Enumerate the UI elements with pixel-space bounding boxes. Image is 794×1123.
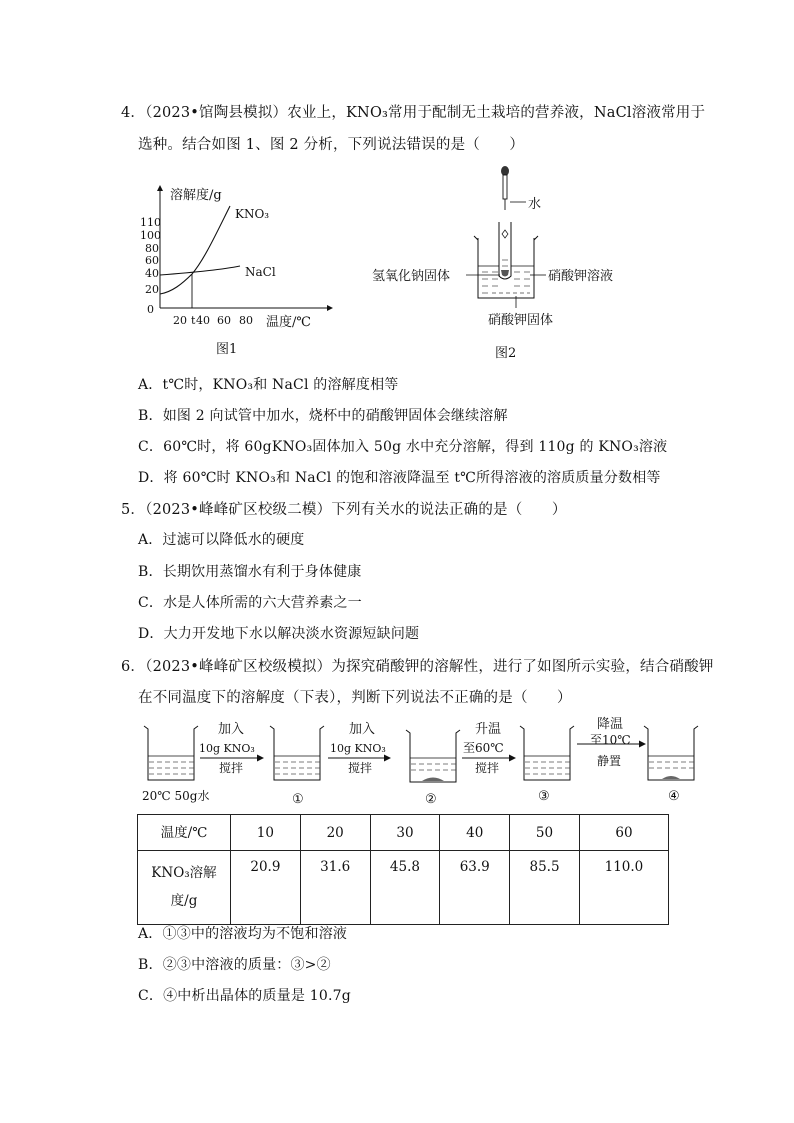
beaker-4 <box>644 726 698 780</box>
solubility-cell: 63.9 <box>440 851 510 925</box>
arrow2-top-label: 加入 <box>349 722 376 737</box>
nacl-series-label: NaCl <box>245 265 276 279</box>
ytick-20: 20 <box>145 283 159 296</box>
q5-option-a[interactable]: A．过滤可以降低水的硬度 <box>138 532 305 548</box>
fig1-xlabel: 温度/℃ <box>266 315 311 330</box>
solubility-header-part2: 度/g <box>170 893 198 909</box>
solubility-cell: 45.8 <box>370 851 440 925</box>
beaker-test-tube-figure <box>368 162 636 364</box>
arrow4-bottom-label: 静置 <box>597 754 622 768</box>
solubility-cell: 85.5 <box>510 851 580 925</box>
ytick-60: 60 <box>145 254 159 267</box>
arrow2-bottom-label: 搅拌 <box>348 761 373 775</box>
temp-cell: 40 <box>440 815 510 851</box>
solubility-curve-figure <box>140 178 340 358</box>
arrow1-mid-label: 10g KNO₃ <box>199 742 255 755</box>
table-row-temperature <box>138 815 669 851</box>
q6-stem-line1: 6．（2023•峰峰矿区校级模拟）为探究硝酸钾的溶解性，进行了如图所示实验，结合硝酸钾 <box>121 659 714 675</box>
table-row-solubility <box>138 851 669 925</box>
start-condition-label: 20℃ 50g水 <box>142 789 210 803</box>
dropper-tube <box>503 175 507 199</box>
temp-cell: 60 <box>579 815 668 851</box>
q6-option-b[interactable]: B．②③中溶液的质量：③>② <box>138 957 331 973</box>
q5-option-d[interactable]: D．大力开发地下水以解决淡水资源短缺问题 <box>138 626 420 642</box>
kno3-curve <box>160 206 230 294</box>
label-water: 水 <box>528 197 542 212</box>
q4-stem-line2: 选种。结合如图 1、图 2 分析，下列说法错误的是（ ） <box>138 137 525 153</box>
solubility-cell: 110.0 <box>579 851 668 925</box>
label-kno3-solid: 硝酸钾固体 <box>488 313 554 328</box>
q6-stem-line2: 在不同温度下的溶解度（下表），判断下列说法不正确的是（ ） <box>138 690 572 706</box>
xtick-20: 20 <box>173 314 187 327</box>
q6-option-a[interactable]: A．①③中的溶液均为不饱和溶液 <box>138 926 348 942</box>
q5-stem: 5．（2023•峰峰矿区校级二模）下列有关水的说法正确的是（ ） <box>121 502 567 518</box>
temp-cell: 20 <box>300 815 370 851</box>
solubility-cell: 20.9 <box>231 851 301 925</box>
beaker-label-2: ② <box>425 792 437 807</box>
table-header-solubility <box>138 851 231 925</box>
ytick-40: 40 <box>145 267 159 280</box>
xtick-80: 80 <box>239 314 253 327</box>
solubility-header-part1: KNO₃溶解 <box>151 865 217 881</box>
ytick-110: 110 <box>140 216 161 229</box>
ytick-0: 0 <box>147 303 154 316</box>
nacl-curve <box>160 266 240 275</box>
xtick-40: 40 <box>196 314 210 327</box>
q5-option-b[interactable]: B．长期饮用蒸馏水有利于身体健康 <box>138 564 362 580</box>
temp-cell: 10 <box>231 815 301 851</box>
temp-cell: 50 <box>510 815 580 851</box>
beaker-label-1: ① <box>292 792 304 807</box>
q4-option-a[interactable]: A．t℃时，KNO₃和 NaCl 的溶解度相等 <box>138 377 399 393</box>
arrow4-mid-label: 至10℃ <box>590 733 631 747</box>
xtick-t: t <box>191 314 196 327</box>
arrow1-top-label: 加入 <box>218 722 245 737</box>
fig1-caption: 图1 <box>216 342 238 357</box>
kno3-series-label: KNO₃ <box>235 207 270 221</box>
arrow1-bottom-label: 搅拌 <box>219 761 244 775</box>
dropper-bulb <box>501 166 509 176</box>
experiment-flow-diagram <box>140 716 700 808</box>
fig2-caption: 图2 <box>495 346 517 361</box>
fig1-ylabel: 溶解度/g <box>170 188 222 203</box>
q6-option-c[interactable]: C．④中析出晶体的质量是 10.7g <box>138 988 351 1004</box>
beaker-2 <box>406 730 460 782</box>
arrow3-bottom-label: 搅拌 <box>475 761 500 775</box>
label-kno3-solution: 硝酸钾溶液 <box>548 269 614 284</box>
beaker-start <box>144 726 198 780</box>
beaker-3 <box>520 726 574 780</box>
temp-cell: 30 <box>370 815 440 851</box>
arrow4-top-label: 降温 <box>597 717 624 732</box>
arrow2-mid-label: 10g KNO₃ <box>330 742 386 755</box>
label-naoh-solid: 氢氧化钠固体 <box>372 269 451 284</box>
beaker-label-3: ③ <box>538 789 550 804</box>
solubility-cell: 31.6 <box>300 851 370 925</box>
beaker-1 <box>270 726 324 780</box>
ytick-80: 80 <box>145 242 159 255</box>
beaker-label-4: ④ <box>668 789 680 804</box>
arrow3-top-label: 升温 <box>475 722 502 737</box>
q4-stem-line1: 4．（2023•馆陶县模拟）农业上，KNO₃常用于配制无土栽培的营养液，NaCl溶液常用于 <box>121 105 706 121</box>
q4-option-b[interactable]: B．如图 2 向试管中加水，烧杯中的硝酸钾固体会继续溶解 <box>138 408 508 424</box>
xtick-60: 60 <box>217 314 231 327</box>
q4-option-c[interactable]: C．60℃时，将 60gKNO₃固体加入 50g 水中充分溶解，得到 110g 的 KNO₃溶液 <box>138 439 668 455</box>
q4-option-d[interactable]: D．将 60℃时 KNO₃和 NaCl 的饱和溶液降温至 t℃所得溶液的溶质质量分数相等 <box>138 470 661 486</box>
kno3-solubility-table <box>137 814 669 925</box>
arrow3-mid-label: 至60℃ <box>463 741 504 755</box>
ytick-100: 100 <box>140 229 161 242</box>
table-header-temperature: 温度/℃ <box>138 815 231 851</box>
q5-option-c[interactable]: C．水是人体所需的六大营养素之一 <box>138 595 362 611</box>
